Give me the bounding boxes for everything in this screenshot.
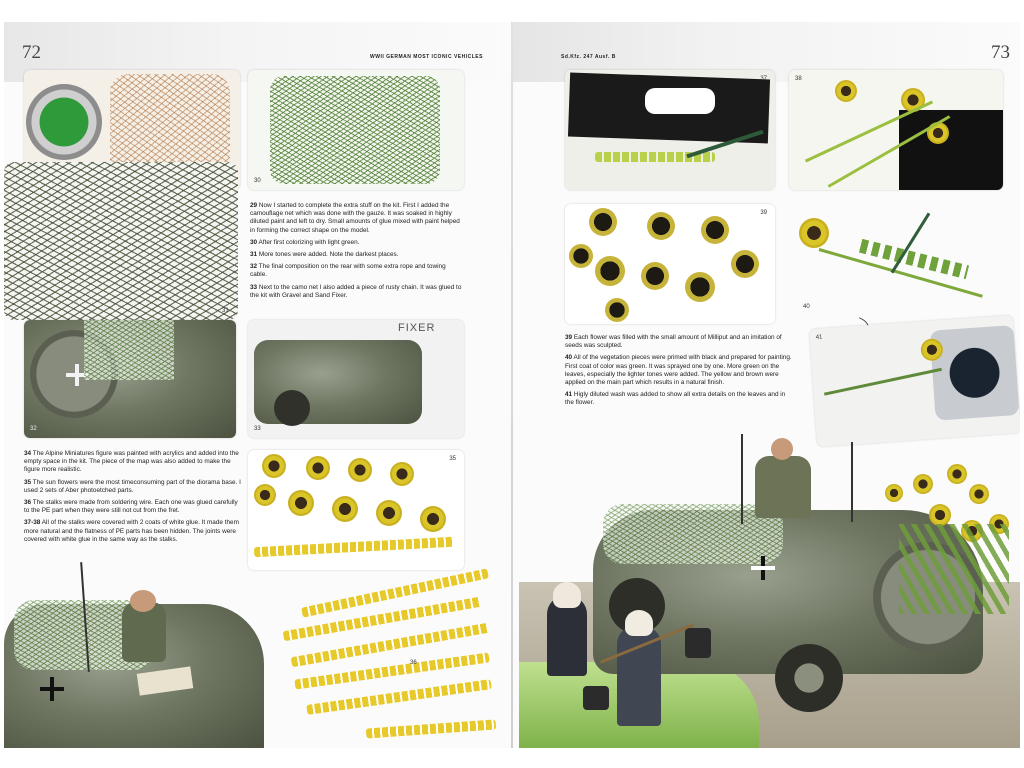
antenna [851, 442, 853, 522]
rear-wheel [775, 644, 843, 712]
pe-flower [262, 454, 286, 478]
sunflower [969, 484, 989, 504]
paragraph-33: 33 Next to the camo net I also added a piece of rusty chain. It was glued to the kit with Gravel and Sand Fixer. [250, 283, 462, 299]
pe-flower [306, 456, 330, 480]
pe-flower [254, 484, 276, 506]
step-number: 37-38 [24, 519, 41, 527]
step-number: 40 [565, 354, 573, 362]
sunflower-leaves [899, 524, 1009, 614]
photo-number-36: 36 [410, 660, 417, 666]
white-glue [645, 88, 715, 114]
paragraph-41: 41 Higly diluted wash was added to show all extra details on the leaves and in the flower. [565, 391, 786, 407]
primed-flower [595, 256, 625, 286]
camo-net-on-vehicle [84, 320, 174, 380]
text-block-39-41 [565, 334, 793, 412]
step-number: 41 [565, 391, 573, 399]
paragraph-40: 40 All of the vegetation pieces were primed with black and prepared for painting. First coat of color was green. It was sprayed one by one. More green on the leaves, especially the lighter tones were added. The yellow and brown were applied on the main part which results in a natural finish. [565, 354, 792, 387]
gauze-green [270, 76, 440, 184]
photo-number-33: 33 [254, 426, 261, 432]
pe-leaf-strip [254, 537, 454, 557]
photo-number-39: 39 [760, 210, 767, 216]
paragraph-37-38: 37-38 All of the stalks were covered with 2 coats of white glue. It made them more natural and the flatness of PE parts has been hidden. The joints were covered with white glue in the same way as the stalks. [24, 519, 239, 543]
photo-32 [24, 320, 236, 438]
painted-sunflower [835, 80, 857, 102]
photo-41 [809, 315, 1020, 447]
step-number: 30 [250, 238, 258, 246]
step-number: 32 [250, 263, 258, 271]
black-background [899, 110, 1003, 190]
step-number: 31 [250, 251, 258, 259]
photo-number-41: 41 [815, 334, 823, 341]
stalk [824, 368, 942, 396]
step-number: 39 [565, 334, 573, 341]
sunflower-bush [869, 454, 1019, 614]
woman-figure-1 [547, 596, 587, 676]
paragraph-31: 31 More tones were added. Note the darkest places. [250, 251, 399, 259]
running-header-left: WWII GERMAN MOST ICONIC VEHICLES [370, 54, 483, 60]
primed-flower [569, 244, 593, 268]
text-block-34-38 [24, 450, 244, 548]
sunflower [913, 474, 933, 494]
photo-number-37: 37 [760, 76, 767, 82]
photo-38 [789, 70, 1003, 190]
left-page [4, 22, 511, 748]
step-number: 35 [24, 478, 32, 486]
primed-flower [647, 212, 675, 240]
soldier-head [771, 438, 793, 460]
finished-sunflower [799, 218, 829, 248]
paint-bowl [26, 84, 102, 160]
paragraph-39: 39 Each flower was filled with the small amount of Milliput and an imitation of seeds was sculpted. [565, 334, 782, 350]
primed-flower [589, 208, 617, 236]
photo-number-35: 35 [449, 456, 456, 462]
bucket [583, 686, 609, 710]
pe-leaf-strip [366, 719, 496, 738]
primed-flower [605, 298, 629, 322]
cross-emblem [40, 677, 64, 701]
step-number: 33 [250, 283, 258, 291]
paragraph-35: 35 The sun flowers were the most timeconsuming part of the diorama base. I used 2 sets of Aber photoetched parts. [24, 478, 241, 494]
pe-leaf-strip [301, 568, 489, 617]
paragraph-32: 32 The final composition on the rear with some extra rope and towing cable. [250, 263, 446, 279]
headscarf [553, 582, 581, 608]
pe-flower [332, 496, 358, 522]
photo-number-30: 30 [254, 178, 261, 184]
pe-flower [288, 490, 314, 516]
pe-flower [376, 500, 402, 526]
headscarf [625, 610, 653, 636]
paragraph-36: 36 The stalks were made from soldering wire. Each one was glued carefully to the PE part when they were still not cut from the fret. [24, 499, 238, 515]
photo-number-38: 38 [795, 76, 802, 82]
photo-37 [565, 70, 775, 190]
sunflower [885, 484, 903, 502]
running-header-right: Sd.Kfz. 247 Ausf. B [561, 54, 616, 60]
photo-33 [248, 320, 464, 438]
paragraph-30: 30 After first colorizing with light green. [250, 238, 360, 246]
photo-39 [565, 204, 775, 324]
fixer-sign: FIXER [398, 322, 436, 334]
step-number: 29 [250, 202, 258, 209]
primed-flower [701, 216, 729, 244]
photo-number-40: 40 [803, 304, 810, 310]
text-block-29-33 [250, 202, 464, 304]
pe-flower [348, 458, 372, 482]
front-wheel [274, 390, 310, 426]
sunflower [929, 504, 951, 526]
photo-35 [248, 450, 464, 570]
step-number: 34 [24, 450, 32, 457]
photo-30 [248, 70, 464, 190]
photo-40 [789, 208, 1003, 314]
paragraph-34: 34 The Alpine Miniatures figure was painted with acrylics and added into the empty space in the kit. The piece of the map was also added to make the figure more realistic. [24, 450, 239, 474]
paragraph-29: 29 Now I started to complete the extra stuff on the kit. First I added the camouflage net which was done with the gauze. It was soaked in highly diluted paint and left to dry. Small amounts of glue mixed with paint helped in forming the correct shape on the model. [250, 202, 460, 234]
photo-number-31: 31 [222, 308, 229, 314]
leaves [859, 239, 969, 279]
wash-jar [930, 325, 1020, 421]
page-number-right: 73 [991, 42, 1010, 63]
photo-36 [270, 582, 510, 748]
photo-31-net [4, 162, 238, 320]
pe-leaf-strip [306, 679, 492, 715]
primed-flower [731, 250, 759, 278]
cross-emblem [751, 556, 775, 580]
page-number-left: 72 [22, 42, 41, 63]
figure-head [130, 590, 156, 612]
step-number: 36 [24, 499, 32, 507]
soldier-figure [755, 456, 811, 518]
pe-flower [390, 462, 414, 486]
bucket [685, 628, 711, 658]
antenna [741, 434, 743, 524]
sunflower [947, 464, 967, 484]
pe-flower [420, 506, 446, 532]
right-page [513, 22, 1020, 748]
primed-flower [641, 262, 669, 290]
primed-flower [685, 272, 715, 302]
photo-number-32: 32 [30, 426, 37, 432]
